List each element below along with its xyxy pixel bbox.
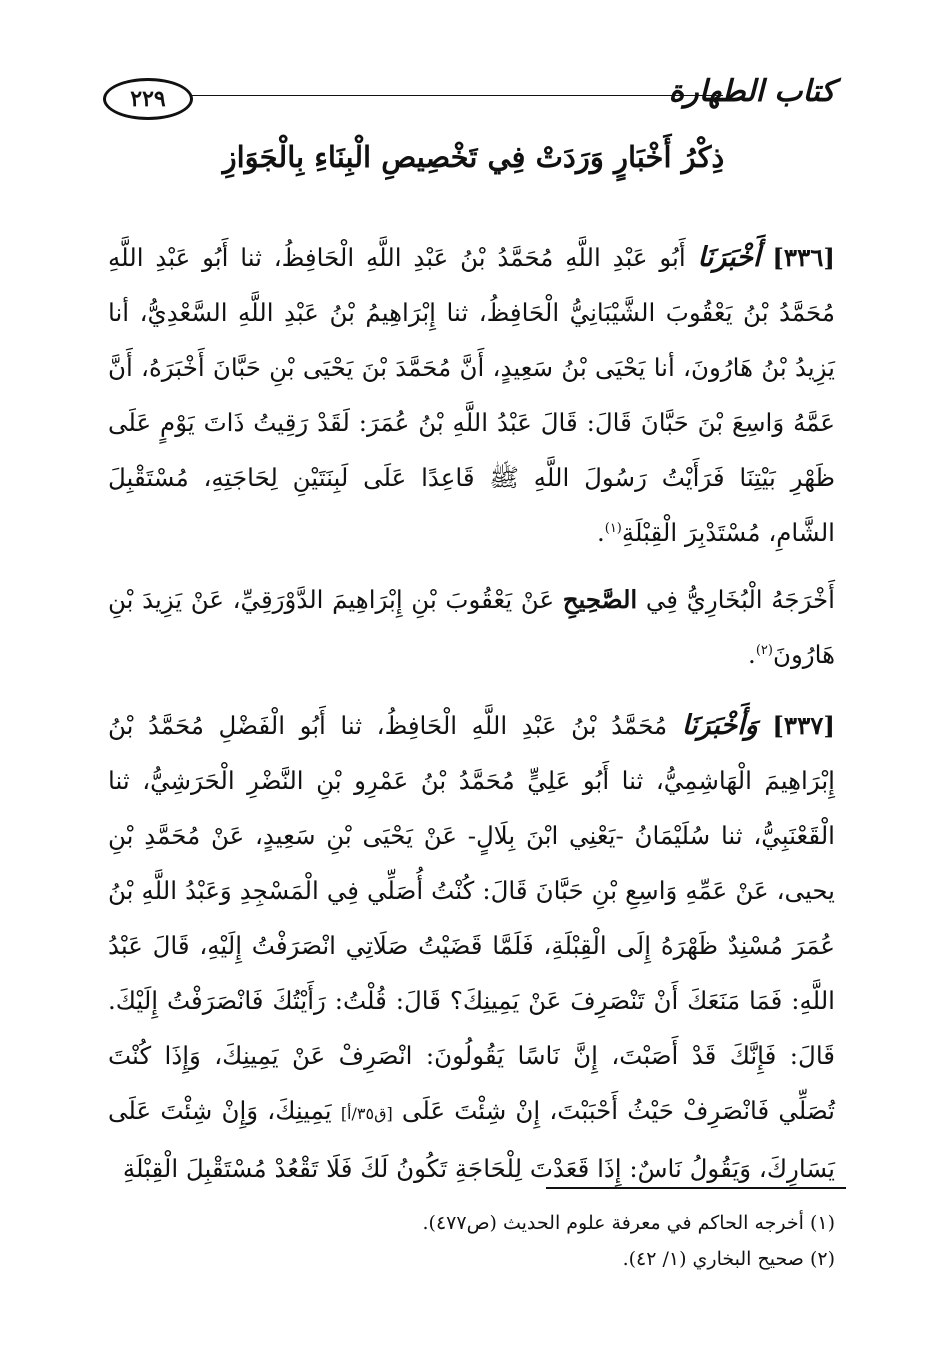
hadith-337 — [108, 698, 835, 1196]
page-header — [95, 70, 835, 130]
sentence-end: . — [748, 640, 756, 669]
footnote-ref: (١) — [604, 520, 622, 536]
running-title: كتاب الطهارة — [668, 74, 835, 109]
hadith-336 — [108, 230, 835, 560]
takhrij-text: عَنْ يَعْقُوبَ بْنِ إِبْرَاهِيمَ الدَّوْرَقِيِّ، عَنْ يَزِيدَ بْنِ هَارُونَ — [108, 585, 835, 669]
hadith-keyword: أَخْبَرَنَا — [697, 242, 761, 273]
section-heading: ذِكْرُ أَخْبَارٍ وَرَدَتْ فِي تَخْصِيصِ الْبِنَاءِ بِالْجَوَازِ — [222, 140, 725, 174]
takhrij-text: أَخْرَجَهُ الْبُخَارِيُّ فِي — [645, 585, 835, 614]
footnotes — [108, 1205, 835, 1277]
footnote-ref: (٢) — [755, 642, 773, 658]
manuscript-leaf-ref: [ق٣٥/أ] — [340, 1104, 393, 1123]
hadith-number: [٣٣٧] — [772, 711, 835, 740]
page-number-badge — [103, 78, 193, 120]
hadith-text: يَمِينِكَ، وَإِنْ شِئْتَ عَلَى يَسَارِكَ، وَيَقُولُ نَاسٌ: إِذَا قَعَدْتَ لِلْحَاجَةِ تَكُونُ لَكَ فَلَا تَقْعُدْ مُسْتَقْبِلَ الْقِبْلَةِ — [108, 1096, 835, 1183]
sentence-end: . — [596, 518, 605, 547]
page-number: ٢٢٩ — [130, 86, 166, 112]
main-text — [108, 230, 835, 1208]
footnote-rule — [546, 1187, 846, 1189]
hadith-text: أَبُو عَبْدِ اللَّهِ مُحَمَّدُ بْنُ عَبْدِ اللَّهِ الْحَافِظُ، ثنا أَبُو عَبْدِ اللَّهِ مُحَمَّدُ بْنُ يَعْقُوبَ الشَّيْبَانِيُّ الْحَافِظُ، ثنا إِبْرَاهِيمُ بْنُ عَبْدِ اللَّهِ السَّعْدِيُّ، أنا يَزِيدُ بْنُ هَارُونَ، أنا يَحْيَى بْنُ سَعِيدٍ، أَنَّ مُحَمَّدَ بْنَ يَحْيَى بْنِ حَبَّانَ أَخْبَرَهُ، أَنَّ عَمَّهُ وَاسِعَ بْنَ حَبَّانَ قَالَ: قَالَ عَبْدُ اللَّهِ بْنُ عُمَرَ: لَقَدْ رَقِيتُ ذَاتَ يَوْمٍ عَلَى ظَهْرِ بَيْتِنَا فَرَأَيْتُ رَسُولَ اللَّهِ ﷺ قَاعِدًا عَلَى لَبِنَتَيْنِ لِحَاجَتِهِ، مُسْتَقْبِلَ الشَّامِ، مُسْتَدْبِرَ الْقِبْلَةِ — [108, 243, 835, 547]
book-title: الصَّحِيحِ — [562, 585, 638, 614]
hadith-number: [٣٣٦] — [772, 243, 835, 272]
header-rule — [191, 95, 723, 96]
footnote-1: (١) أخرجه الحاكم في معرفة علوم الحديث (ص٤٧٧). — [422, 1212, 835, 1234]
hadith-keyword: وَأَخْبَرَنَا — [681, 710, 758, 741]
takhrij-336 — [108, 572, 835, 682]
footnote-2: (٢) صحيح البخاري (١/ ٤٢). — [622, 1248, 835, 1270]
hadith-text: مُحَمَّدُ بْنُ عَبْدِ اللَّهِ الْحَافِظُ، ثنا أَبُو الْفَضْلِ مُحَمَّدُ بْنُ إِبْرَاهِيمَ الْهَاشِمِيُّ، ثنا أَبُو عَلِيٍّ مُحَمَّدُ بْنُ عَمْرِو بْنِ النَّضْرِ الْحَرَشِيُّ، ثنا الْقَعْنَبِيُّ، ثنا سُلَيْمَانُ -يَعْنِي ابْنَ بِلَالٍ- عَنْ يَحْيَى بْنِ سَعِيدٍ، عَنْ مُحَمَّدِ بْنِ يحيى، عَنْ عَمِّهِ وَاسِعِ بْنِ حَبَّانَ قَالَ: كُنْتُ أُصَلِّي فِي الْمَسْجِدِ وَعَبْدُ اللَّهِ بْنُ عُمَرَ مُسْنِدٌ ظَهْرَهُ إِلَى الْقِبْلَةِ، فَلَمَّا قَضَيْتُ صَلَاتِي انْصَرَفْتُ إِلَيْهِ، قَالَ عَبْدُ اللَّهِ: فَمَا مَنَعَكَ أَنْ تَنْصَرِفَ عَنْ يَمِينِكَ؟ قَالَ: قُلْتُ: رَأَيْتُكَ فَانْصَرَفْتُ إِلَيْكَ. قَالَ: فَإِنَّكَ قَدْ أَصَبْتَ، إِنَّ نَاسًا يَقُولُونَ: انْصَرِفْ عَنْ يَمِينِكَ، وَإِذَا كُنْتَ تُصَلِّي فَانْصَرِفْ حَيْثُ أَحْبَبْتَ، إِنْ شِئْتَ عَلَى — [108, 711, 835, 1125]
